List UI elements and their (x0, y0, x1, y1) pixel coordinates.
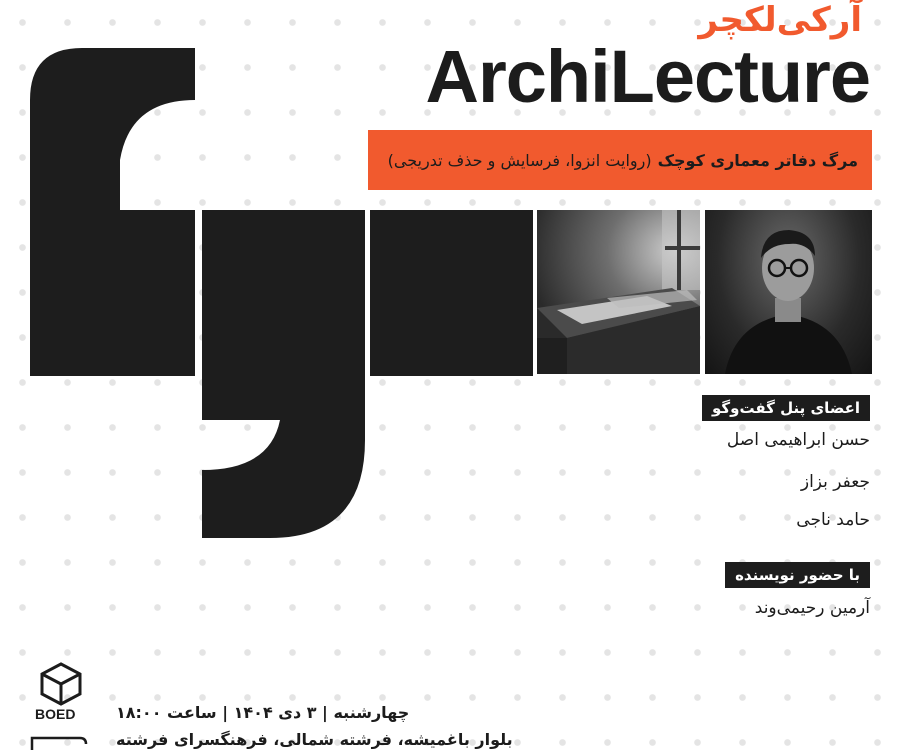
panel-label: اعضای پنل گفت‌وگو (702, 395, 870, 421)
panel-member-1: حسن ابراهیمی اصل (726, 430, 870, 450)
author-label: با حضور نویسنده (725, 562, 870, 588)
event-title: ArchiLecture (425, 35, 870, 118)
event-address: بلوار باغمیشه، فرشته شمالی، فرهنگسرای فرشته (116, 730, 513, 749)
topic-title: مرگ دفاتر معماری کوچک (657, 150, 858, 170)
studio-photo (537, 210, 700, 374)
panel-member-2: جعفر بزاز (800, 472, 870, 492)
author-portrait (705, 210, 872, 374)
boed-logo-icon (38, 662, 84, 706)
persian-title: آرکی‌لکچر (698, 0, 862, 40)
graphic-glyph (0, 0, 540, 545)
event-date-time: چهارشنبه | ۳ دی ۱۴۰۴ | ساعت ۱۸:۰۰ (116, 703, 410, 722)
partner-logo-icon (30, 734, 88, 750)
topic-subtitle: (روایت انزوا، فرسایش و حذف تدریجی) (387, 150, 652, 170)
author-name: آرمین رحیمی‌وند (754, 598, 870, 618)
glyph-shape (0, 0, 540, 545)
panel-member-3: حامد ناجی (796, 510, 870, 530)
organizer-logo-text: BOED (35, 706, 76, 722)
